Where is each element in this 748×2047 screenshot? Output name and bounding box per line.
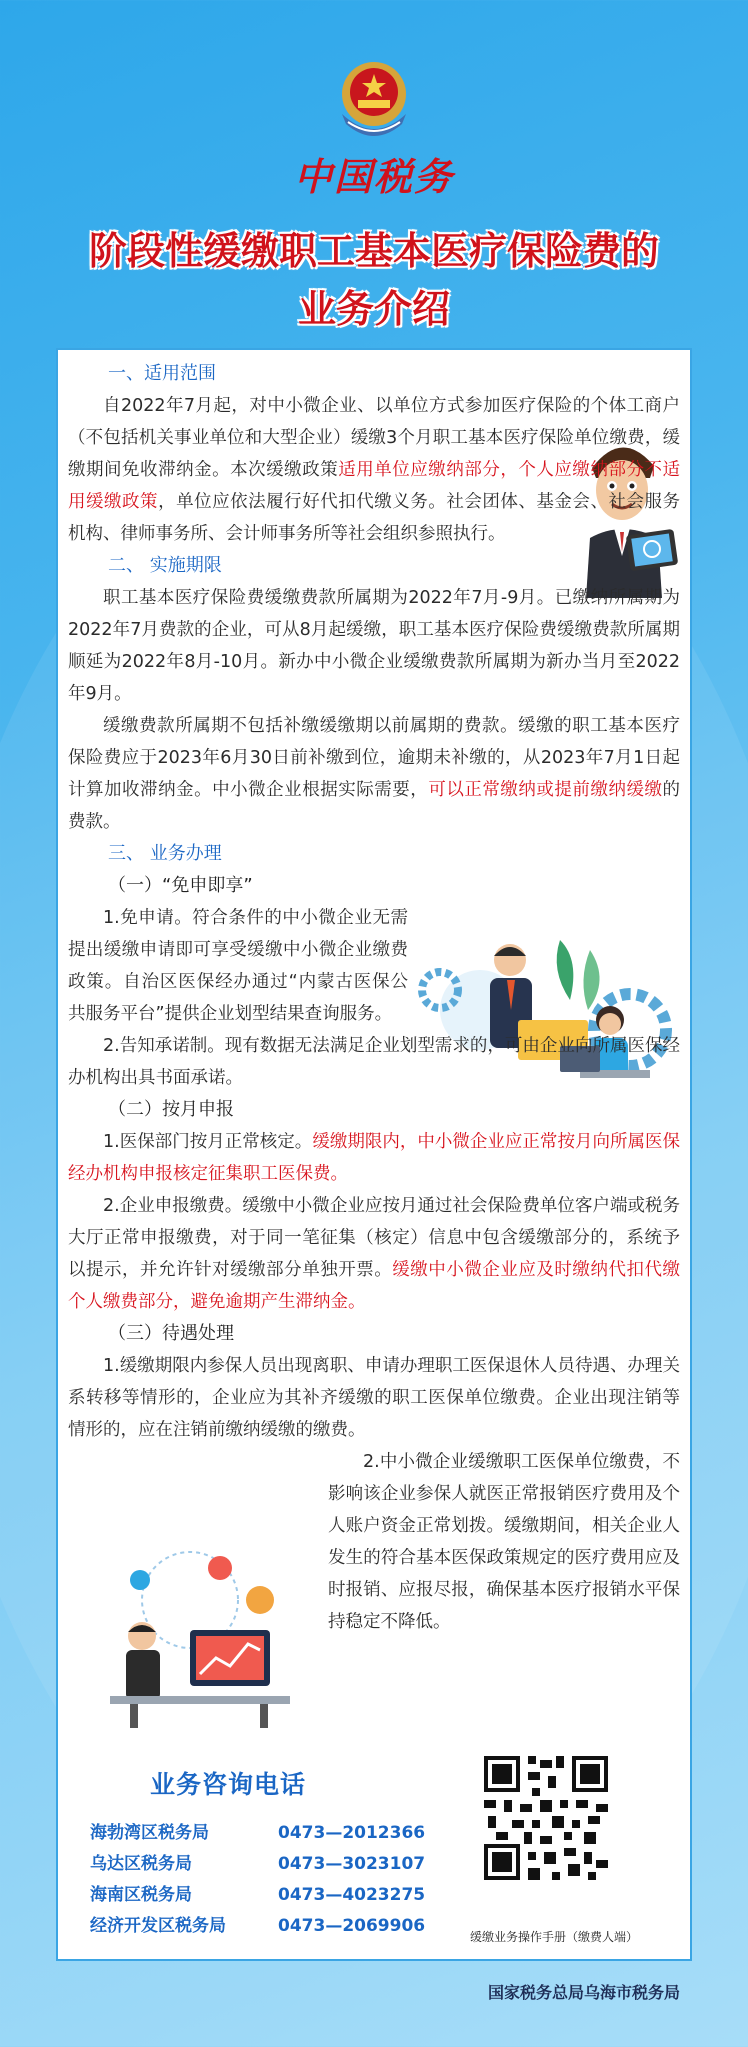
hotline-office: 乌达区税务局 bbox=[90, 1854, 192, 1874]
article-body bbox=[68, 358, 680, 1638]
subsection-3-paragraph-1: 1.缓缴期限内参保人员出现离职、申请办理职工医保退休人员待遇、办理关系转移等情形的，企业应为其补齐缓缴的职工医保单位缴费。企业出现注销等情形的，应在注销前缴纳缓缴的缴费。 bbox=[68, 1356, 680, 1440]
subsection-2-text-a: 1.医保部门按月正常核定。 bbox=[103, 1132, 313, 1152]
hotline-phone[interactable]: 0473—4023275 bbox=[278, 1885, 426, 1905]
subsection-1-heading: （一）“免申即享” bbox=[108, 875, 253, 896]
footer-org: 国家税务总局乌海市税务局 bbox=[487, 1983, 680, 2002]
subsection-3-paragraph-2: 2.中小微企业缓缴职工医保单位缴费，不影响该企业参保人就医正常报销医疗费用及个人账户资金正常划拨。缓缴期间，相关企业人发生的符合基本医保政策规定的医疗费用应及时报销、应报尽报，确保基本医疗报销水平保持稳定不降低。 bbox=[328, 1452, 680, 1632]
section-1-heading: 一、适用范围 bbox=[108, 363, 216, 384]
section-1-text-a: 自2022年7月起，对中小微企业、以单位方式参加医疗保险的个体工商户（不包括机关事业单位和大型企业）缓缴3个月职工基本医疗保险单位缴费，缓缴期间免收滞纳金。本次缓缴政策 bbox=[68, 396, 680, 480]
section-2-heading: 二、 实施期限 bbox=[108, 555, 222, 576]
subsection-1-paragraph-1: 1.免申请。符合条件的中小微企业无需提出缓缴申请即可享受缓缴中小微企业缴费政策。自治区医保经办通过“内蒙古医保公共服务平台”提供企业划型结果查询服务。 bbox=[68, 908, 408, 1024]
hotline-office: 海勃湾区税务局 bbox=[90, 1823, 209, 1843]
section-2-text-a: 缓缴费款所属期不包括补缴缓缴期以前属期的费款。缓缴的职工基本医疗保险费应于2023年6月30日前补缴到位，逾期未补缴的，从2023年7月1日起计算加收滞纳金。中小微企业根据实际需要， bbox=[68, 716, 680, 800]
section-1-highlight: 适用单位应缴纳部分，个人应缴纳部分不适用缓缴政策 bbox=[68, 460, 681, 512]
qr-code-icon[interactable] bbox=[480, 1752, 612, 1884]
hotline-row bbox=[90, 1818, 425, 1848]
subsection-1-paragraph-2: 2.告知承诺制。现有数据无法满足企业划型需求的，可由企业向所属医保经办机构出具书面承诺。 bbox=[68, 1036, 680, 1088]
hotline-phone[interactable]: 0473—2012366 bbox=[278, 1823, 426, 1843]
section-1-paragraph bbox=[68, 390, 680, 550]
section-1-text-b: ，单位应依法履行好代扣代缴义务。社会团体、基金会、社会服务机构、律师事务所、会计师事务所等社会组织参照执行。 bbox=[68, 492, 681, 544]
hotline-phone[interactable]: 0473—3023107 bbox=[278, 1854, 426, 1874]
subsection-2-highlight-2: 缓缴中小微企业应及时缴纳代扣代缴个人缴费部分，避免逾期产生滞纳金。 bbox=[68, 1260, 681, 1312]
subsection-2-highlight-1: 缓缴期限内，中小微企业应正常按月向所属医保经办机构申报核定征集职工医保费。 bbox=[68, 1132, 680, 1184]
subsection-2-paragraph-2 bbox=[68, 1190, 680, 1318]
hotline-row bbox=[90, 1849, 425, 1879]
section-2-text-b: 的费款。 bbox=[68, 780, 681, 832]
hotline-row bbox=[90, 1880, 425, 1910]
hotline-phone[interactable]: 0473—2069906 bbox=[278, 1916, 426, 1936]
subsection-3-heading: （三）待遇处理 bbox=[108, 1323, 234, 1344]
title-line-2: 业务介绍 bbox=[297, 286, 450, 331]
section-3-heading: 三、 业务办理 bbox=[108, 843, 222, 864]
hotline-office: 海南区税务局 bbox=[90, 1885, 192, 1905]
subsection-2-text-b: 2.企业申报缴费。缓缴中小微企业应按月通过社会保险费单位客户端或税务大厅正常申报缴费，对于同一笔征集（核定）信息中包含缓缴部分的，系统予以提示，并允许针对缓缴部分单独开票。 bbox=[68, 1196, 680, 1280]
hotline-office: 经济开发区税务局 bbox=[90, 1916, 226, 1936]
subsection-2-paragraph-1 bbox=[68, 1126, 680, 1190]
section-2-paragraph-2 bbox=[68, 710, 680, 838]
section-2-highlight: 可以正常缴纳或提前缴纳缓缴 bbox=[428, 780, 663, 800]
subsection-2-heading: （二）按月申报 bbox=[108, 1099, 234, 1120]
hotline-title: 业务咨询电话 bbox=[150, 1770, 307, 1799]
section-2-paragraph-1: 职工基本医疗保险费缓缴费款所属期为2022年7月-9月。已缴纳所属期为2022年7月费款的企业，可从8月起缓缴，职工基本医疗保险费缓缴费款所属期顺延为2022年8月-10月。新办中小微企业缓缴费款所属期为新办当月至2022年9月。 bbox=[68, 588, 680, 704]
qr-caption: 缓缴业务操作手册（缴费人端） bbox=[470, 1930, 639, 1944]
brand-logo-text: 中国税务 bbox=[293, 154, 454, 199]
page-title bbox=[0, 222, 748, 338]
tax-emblem-icon bbox=[328, 52, 420, 144]
title-line-1: 阶段性缓缴职工基本医疗保险费的 bbox=[88, 228, 659, 273]
hotline-row bbox=[90, 1911, 425, 1941]
